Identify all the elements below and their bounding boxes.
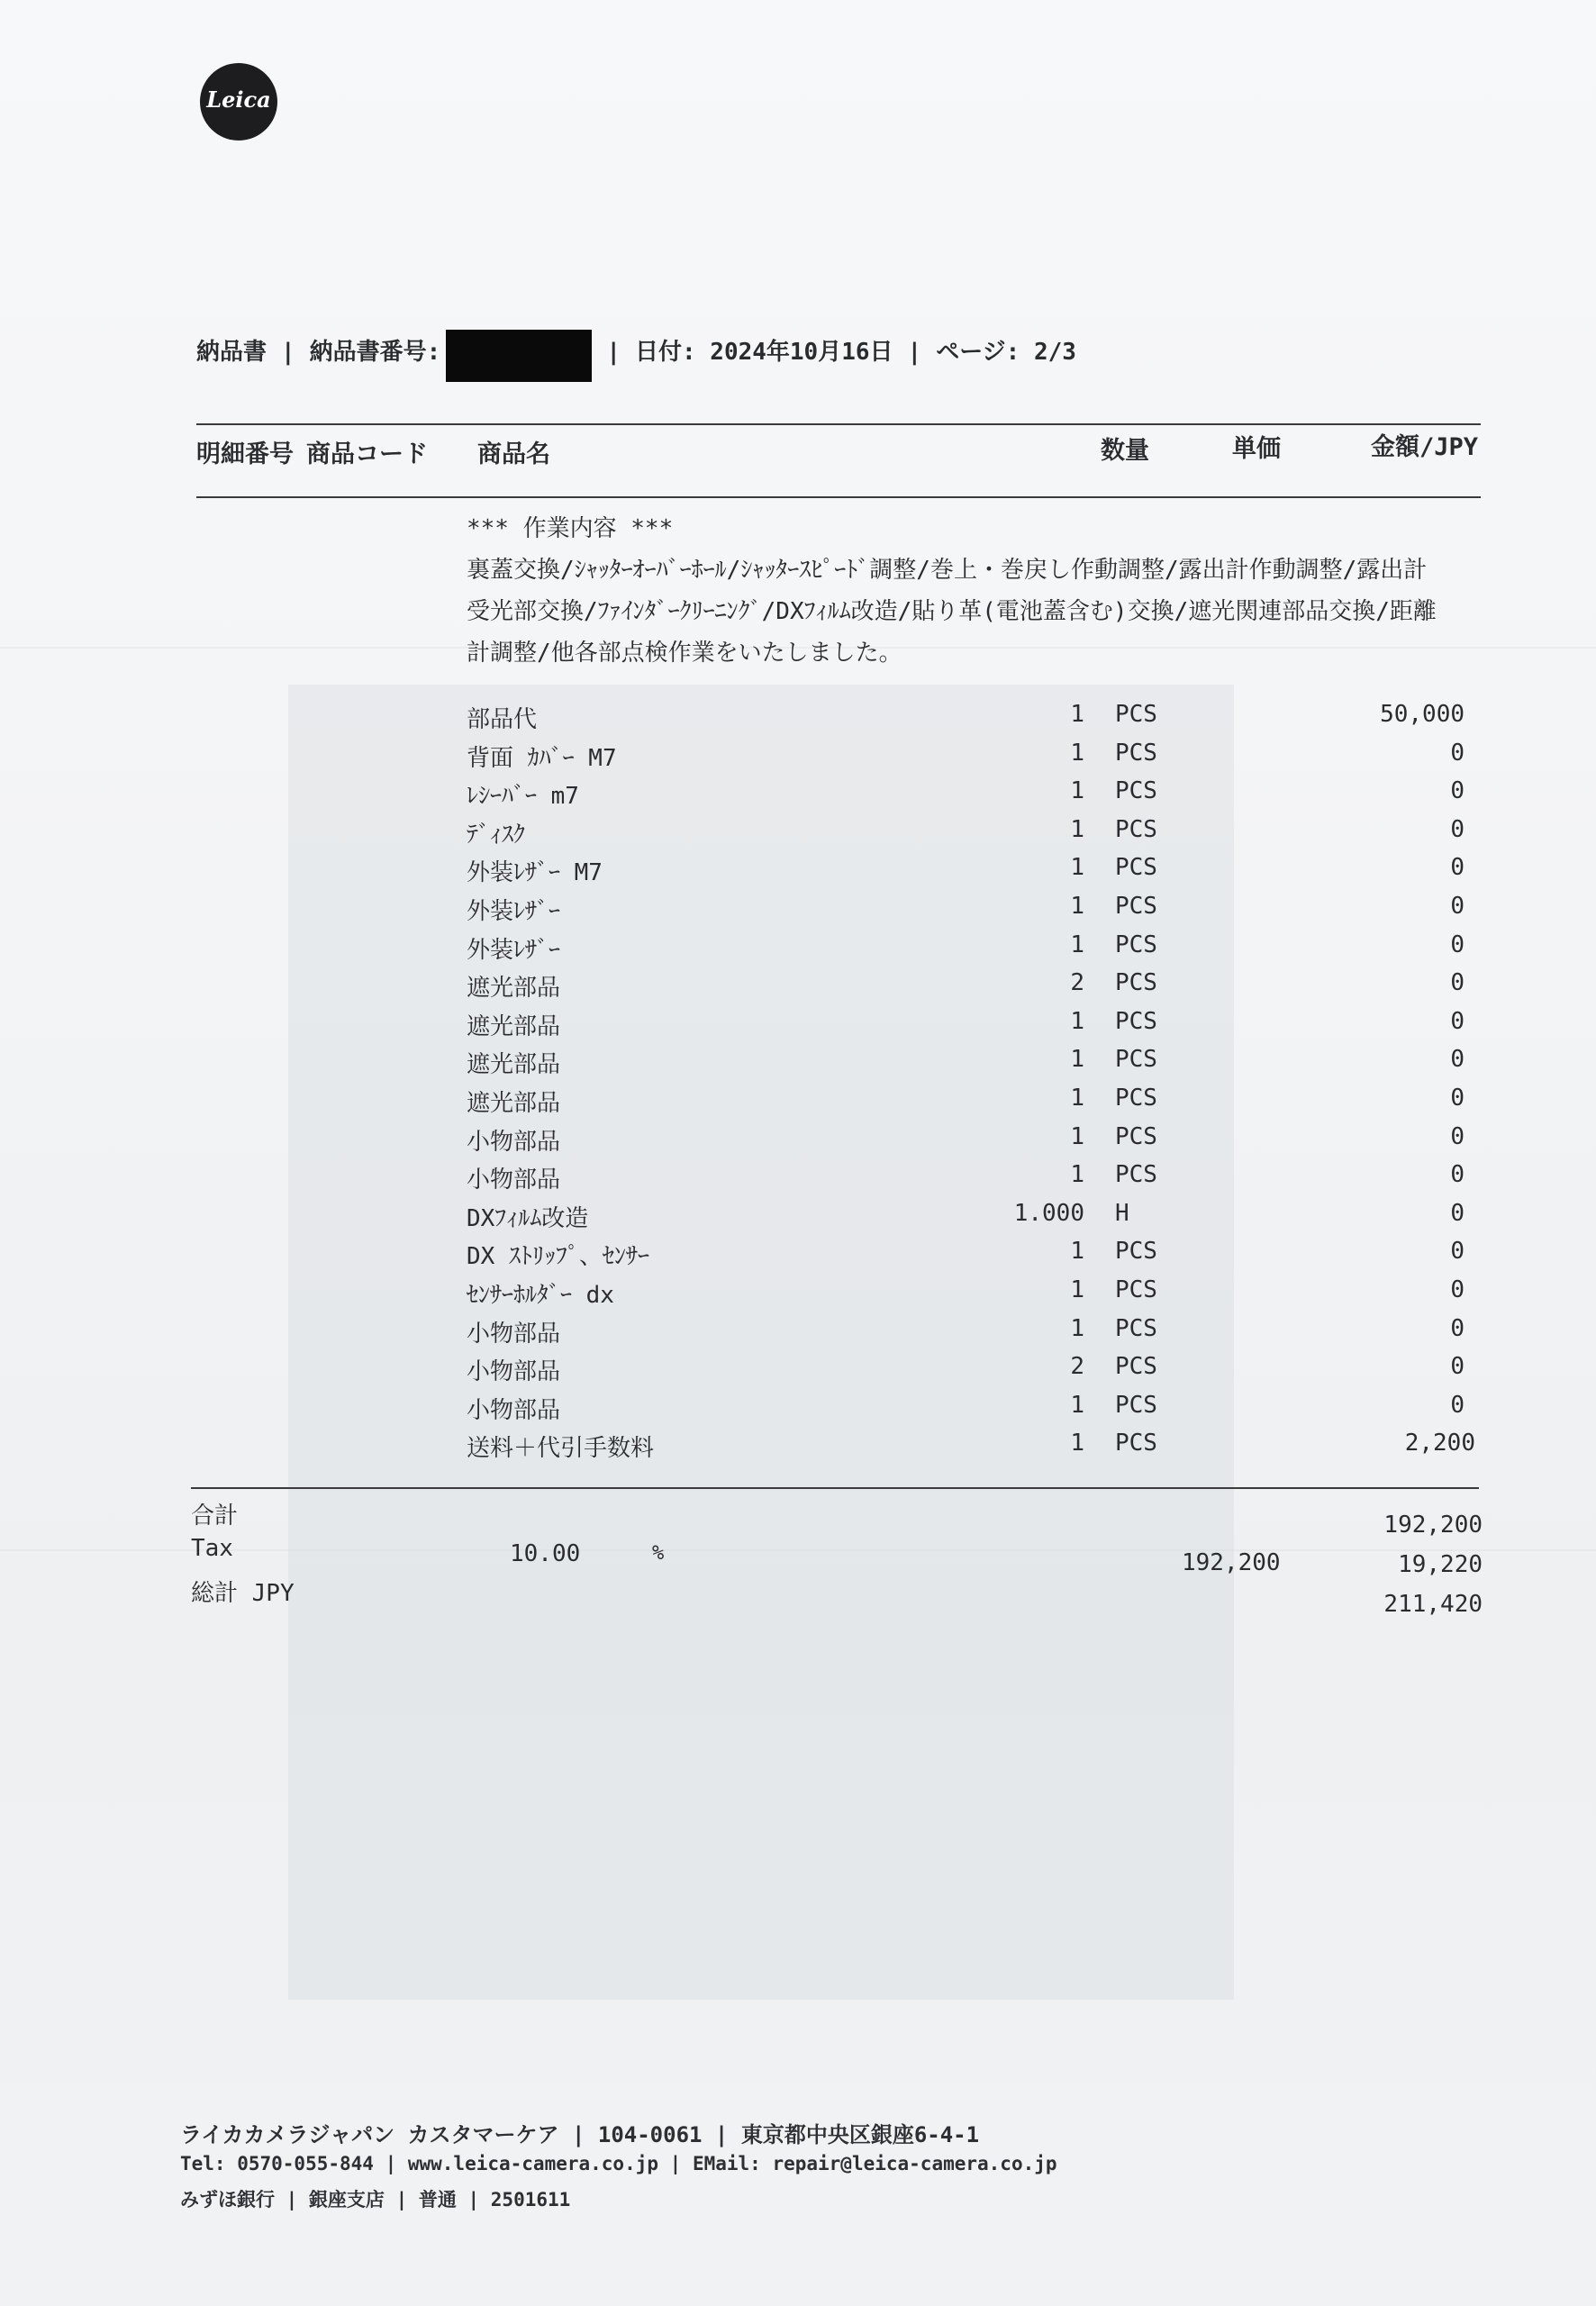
totals-rule bbox=[191, 1487, 1479, 1489]
item-name: 小物部品 bbox=[467, 1358, 561, 1385]
item-qty: 1 bbox=[1070, 1276, 1084, 1303]
item-amount: 0 bbox=[1450, 854, 1465, 881]
doc-type: 納品書 bbox=[196, 338, 268, 366]
page-number: ページ: 2/3 bbox=[936, 338, 1076, 366]
item-name: ｾﾝｻｰﾎﾙﾀﾞｰ dx bbox=[467, 1282, 614, 1309]
item-name: 外装ﾚｻﾞｰ M7 bbox=[467, 859, 603, 886]
footer-contact: Tel: 0570-055-844 | www.leica-camera.co.jp | EMail: repair@leica-camera.co.jp bbox=[180, 2153, 1057, 2174]
item-name: ﾚｼｰﾊﾞｰ m7 bbox=[467, 783, 579, 810]
item-amount: 0 bbox=[1450, 969, 1465, 996]
item-qty: 1 bbox=[1070, 1085, 1084, 1112]
item-amount: 0 bbox=[1450, 1085, 1465, 1112]
item-amount: 0 bbox=[1450, 1238, 1465, 1265]
item-unit: PCS bbox=[1115, 1276, 1157, 1303]
item-amount: 0 bbox=[1450, 777, 1465, 804]
item-amount: 0 bbox=[1450, 1315, 1465, 1342]
item-amount: 0 bbox=[1450, 893, 1465, 920]
item-unit: PCS bbox=[1115, 893, 1157, 920]
work-line: 計調整/他各部点検作業をいたしました。 bbox=[467, 640, 902, 667]
item-amount: 0 bbox=[1450, 1353, 1465, 1380]
item-qty: 1.000 bbox=[1013, 1200, 1084, 1227]
item-unit: PCS bbox=[1115, 1085, 1157, 1112]
item-qty: 1 bbox=[1070, 816, 1084, 843]
item-unit: PCS bbox=[1115, 777, 1157, 804]
item-amount: 0 bbox=[1450, 1161, 1465, 1188]
tax-percent: % bbox=[652, 1542, 665, 1565]
item-unit: PCS bbox=[1115, 1353, 1157, 1380]
item-unit: PCS bbox=[1115, 1430, 1157, 1457]
col-amount: 金額/JPY bbox=[1371, 433, 1479, 461]
item-name: 遮光部品 bbox=[467, 1013, 561, 1040]
item-name: 遮光部品 bbox=[467, 1090, 561, 1117]
col-line-no: 明細番号 bbox=[196, 440, 294, 468]
item-name: 送料＋代引手数料 bbox=[467, 1435, 655, 1462]
item-amount: 50,000 bbox=[1380, 701, 1465, 728]
item-qty: 1 bbox=[1070, 1046, 1084, 1073]
item-unit: PCS bbox=[1115, 740, 1157, 767]
item-qty: 2 bbox=[1070, 1353, 1084, 1380]
item-name: 遮光部品 bbox=[467, 1051, 561, 1078]
item-name: DXﾌｨﾙﾑ改造 bbox=[467, 1205, 589, 1232]
item-unit: PCS bbox=[1115, 854, 1157, 881]
item-amount: 2,200 bbox=[1404, 1430, 1475, 1457]
item-amount: 0 bbox=[1450, 1123, 1465, 1150]
doc-number-label: 納品書番号: bbox=[309, 338, 441, 366]
header-top-rule bbox=[196, 423, 1481, 425]
work-description bbox=[467, 508, 1484, 674]
item-unit: PCS bbox=[1115, 1008, 1157, 1035]
item-qty: 2 bbox=[1070, 969, 1084, 996]
item-unit: PCS bbox=[1115, 816, 1157, 843]
item-amount: 0 bbox=[1450, 740, 1465, 767]
tax-rate: 10.00 bbox=[510, 1540, 581, 1567]
item-qty: 1 bbox=[1070, 777, 1084, 804]
item-unit: PCS bbox=[1115, 969, 1157, 996]
background-shadow bbox=[288, 685, 1234, 2000]
item-amount: 0 bbox=[1450, 1276, 1465, 1303]
item-amount: 0 bbox=[1450, 1008, 1465, 1035]
item-amount: 0 bbox=[1450, 931, 1465, 958]
item-name: 部品代 bbox=[467, 706, 538, 733]
col-unit-price: 単価 bbox=[1232, 435, 1281, 463]
item-unit: PCS bbox=[1115, 701, 1157, 728]
tax-base: 192,200 bbox=[1182, 1549, 1281, 1576]
header-bottom-rule bbox=[196, 496, 1481, 498]
item-qty: 1 bbox=[1070, 1123, 1084, 1150]
item-unit: PCS bbox=[1115, 1161, 1157, 1188]
item-qty: 1 bbox=[1070, 1315, 1084, 1342]
item-amount: 0 bbox=[1450, 1200, 1465, 1227]
subtotal-value: 192,200 bbox=[1383, 1512, 1483, 1539]
item-unit: PCS bbox=[1115, 1238, 1157, 1265]
item-amount: 0 bbox=[1450, 1046, 1465, 1073]
item-name: 小物部品 bbox=[467, 1397, 561, 1424]
item-amount: 0 bbox=[1450, 1392, 1465, 1419]
item-name: DX ｽﾄﾘｯﾌﾟ、ｾﾝｻｰ bbox=[467, 1243, 649, 1270]
item-qty: 1 bbox=[1070, 1161, 1084, 1188]
work-title: *** 作業内容 *** bbox=[467, 515, 674, 542]
item-name: 小物部品 bbox=[467, 1167, 561, 1194]
item-qty: 1 bbox=[1070, 1008, 1084, 1035]
grand-total-label: 総計 JPY bbox=[191, 1580, 295, 1607]
separator: | bbox=[907, 338, 922, 366]
item-unit: PCS bbox=[1115, 1046, 1157, 1073]
item-name: ﾃﾞｨｽｸ bbox=[467, 822, 526, 849]
tax-label: Tax bbox=[191, 1535, 233, 1562]
item-qty: 1 bbox=[1070, 1430, 1084, 1457]
item-qty: 1 bbox=[1070, 1238, 1084, 1265]
item-amount: 0 bbox=[1450, 816, 1465, 843]
item-unit: PCS bbox=[1115, 1392, 1157, 1419]
col-name: 商品名 bbox=[477, 440, 550, 468]
item-name: 小物部品 bbox=[467, 1129, 561, 1156]
doc-date: 日付: 2024年10月16日 bbox=[634, 338, 893, 366]
subtotal-label: 合計 bbox=[191, 1503, 239, 1530]
footer-bank: みずほ銀行 | 銀座支店 | 普通 | 2501611 bbox=[180, 2189, 571, 2211]
footer-address: ライカカメラジャパン カスタマーケア | 104-0061 | 東京都中央区銀座6-4-1 bbox=[180, 2122, 980, 2147]
item-qty: 1 bbox=[1070, 893, 1084, 920]
work-line: 裏蓋交換/ｼｬｯﾀｰｵｰﾊﾞｰﾎｰﾙ/ｼｬｯﾀｰｽﾋﾟｰﾄﾞ調整/巻上・巻戻し作動調整/露出計作動調整/露出計 bbox=[467, 557, 1428, 584]
work-line: 受光部交換/ﾌｧｲﾝﾀﾞｰｸﾘｰﾆﾝｸﾞ/DXﾌｨﾙﾑ改造/貼り革(電池蓋含む)交換/遮光関連部品交換/距離 bbox=[467, 598, 1437, 625]
item-unit: PCS bbox=[1115, 1315, 1157, 1342]
tax-value: 19,220 bbox=[1398, 1551, 1483, 1578]
logo-text: Leica bbox=[206, 86, 271, 113]
item-qty: 1 bbox=[1070, 1392, 1084, 1419]
item-name: 遮光部品 bbox=[467, 975, 561, 1002]
col-qty: 数量 bbox=[1101, 437, 1149, 465]
document-header bbox=[196, 326, 1091, 378]
col-code: 商品コード bbox=[306, 440, 428, 468]
leica-logo bbox=[200, 63, 277, 141]
item-name: 背面 ｶﾊﾞｰ M7 bbox=[467, 745, 617, 772]
item-name: 外装ﾚｻﾞｰ bbox=[467, 937, 561, 964]
item-unit: PCS bbox=[1115, 931, 1157, 958]
item-qty: 1 bbox=[1070, 854, 1084, 881]
item-name: 小物部品 bbox=[467, 1321, 561, 1348]
item-unit: PCS bbox=[1115, 1123, 1157, 1150]
item-qty: 1 bbox=[1070, 740, 1084, 767]
item-name: 外装ﾚｻﾞｰ bbox=[467, 898, 561, 925]
separator: | bbox=[281, 338, 295, 366]
item-qty: 1 bbox=[1070, 701, 1084, 728]
item-qty: 1 bbox=[1070, 931, 1084, 958]
grand-total-value: 211,420 bbox=[1383, 1591, 1483, 1618]
redacted-doc-number bbox=[446, 330, 592, 382]
item-unit: H bbox=[1115, 1200, 1129, 1227]
separator: | bbox=[606, 338, 621, 366]
